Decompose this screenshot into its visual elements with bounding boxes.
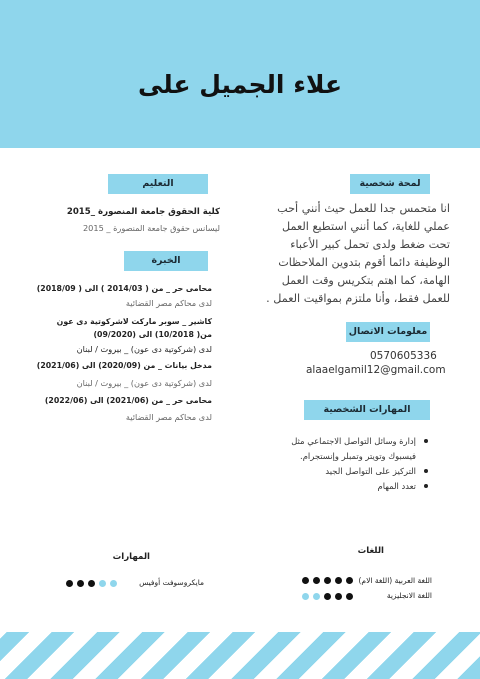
summary-line: تحت ضغط ولدى تحمل كبير الأعباء bbox=[290, 238, 450, 251]
experience-place: لدى محاكم مصر القضائية bbox=[125, 412, 212, 422]
email-address[interactable]: alaaelgamil12@gmail.com bbox=[306, 364, 446, 376]
rating-dot bbox=[66, 580, 73, 587]
experience-place: لدى (شركوتية دى عون) _ بيروت / لبنان bbox=[76, 344, 212, 354]
summary-line: الهامة، كما اهتم بتكريس وقت العمل bbox=[281, 274, 450, 287]
list-item-continuation: فيسبوك وتويتر وتمبلر وإنستجرام. bbox=[300, 451, 416, 461]
rating-dot bbox=[302, 577, 309, 584]
experience-heading: الخبرة bbox=[124, 251, 208, 271]
experience-role: محامى حر _ من (2021/06) الى (2022/06) bbox=[44, 396, 212, 405]
list-item: إدارة وسائل التواصل الاجتماعي مثل bbox=[280, 434, 430, 449]
experience-role: مدخل بيانات _ من (2020/09) الى (2021/06) bbox=[36, 361, 212, 370]
rating-dot bbox=[99, 580, 106, 587]
education-heading: التعليم bbox=[108, 174, 208, 194]
rating-dot bbox=[77, 580, 84, 587]
contact-heading: معلومات الاتصال bbox=[346, 322, 430, 342]
summary-line: انا متحمس جدا للعمل حيث أنني أحب bbox=[277, 202, 450, 215]
rating-dot bbox=[324, 577, 331, 584]
rating-dot bbox=[110, 580, 117, 587]
experience-place: لدى محاكم مصر القضائية bbox=[125, 298, 212, 308]
skills-heading: المهارات bbox=[112, 552, 150, 562]
phone-number[interactable]: 0570605336 bbox=[370, 350, 437, 362]
experience-role: كاشير _ سوبر ماركت لاشركوتية دى عون bbox=[56, 317, 212, 326]
rating-dot bbox=[335, 577, 342, 584]
rating-dot bbox=[346, 577, 353, 584]
personal-skills-heading: المهارات الشخصية bbox=[304, 400, 430, 420]
experience-place: لدى (شركوتية دى عون) _ بيروت / لبنان bbox=[76, 378, 212, 388]
rating-dot bbox=[335, 593, 342, 600]
education-detail: ليسانس حقوق جامعة المنصورة _ 2015 bbox=[82, 223, 220, 233]
summary-heading: لمحة شخصية bbox=[350, 174, 430, 194]
personal-skills-list bbox=[280, 434, 430, 494]
summary-text bbox=[254, 200, 450, 308]
rating-dot bbox=[302, 593, 309, 600]
language-label: اللغة العربية (اللغة الام) bbox=[358, 576, 432, 585]
languages-heading: اللغات bbox=[357, 546, 384, 556]
rating-dot bbox=[346, 593, 353, 600]
list-item: تعدد المهام bbox=[280, 479, 430, 494]
rating-dot bbox=[313, 577, 320, 584]
summary-line: عملي للغاية، كما أنني استطيع العمل bbox=[282, 220, 450, 233]
decorative-stripes bbox=[0, 632, 480, 679]
skill-label: مايكروسوفت أوفيس bbox=[139, 578, 204, 587]
language-label: اللغة الانجليزية bbox=[386, 591, 432, 600]
skill-level-office bbox=[66, 580, 117, 587]
language-level-arabic bbox=[302, 577, 353, 584]
summary-line: الوظيفة دائما أقوم بتدوين الملاحظات bbox=[278, 256, 450, 269]
rating-dot bbox=[313, 593, 320, 600]
rating-dot bbox=[88, 580, 95, 587]
experience-role-dates: من( 10/2018) الى (09/2020) bbox=[93, 330, 212, 339]
education-degree: كلية الحقوق جامعة المنصورة _2015 bbox=[66, 207, 220, 217]
list-item: التركيز على التواصل الجيد bbox=[280, 464, 430, 479]
summary-line: للعمل فقط، وأنا ملتزم بمواقيت العمل . bbox=[266, 292, 450, 305]
experience-role: محامى حر _ من ( 2014/03 ) الى ( 2018/09) bbox=[36, 284, 212, 293]
language-level-english bbox=[302, 593, 353, 600]
candidate-name: علاء الجميل على bbox=[137, 70, 343, 99]
rating-dot bbox=[324, 593, 331, 600]
